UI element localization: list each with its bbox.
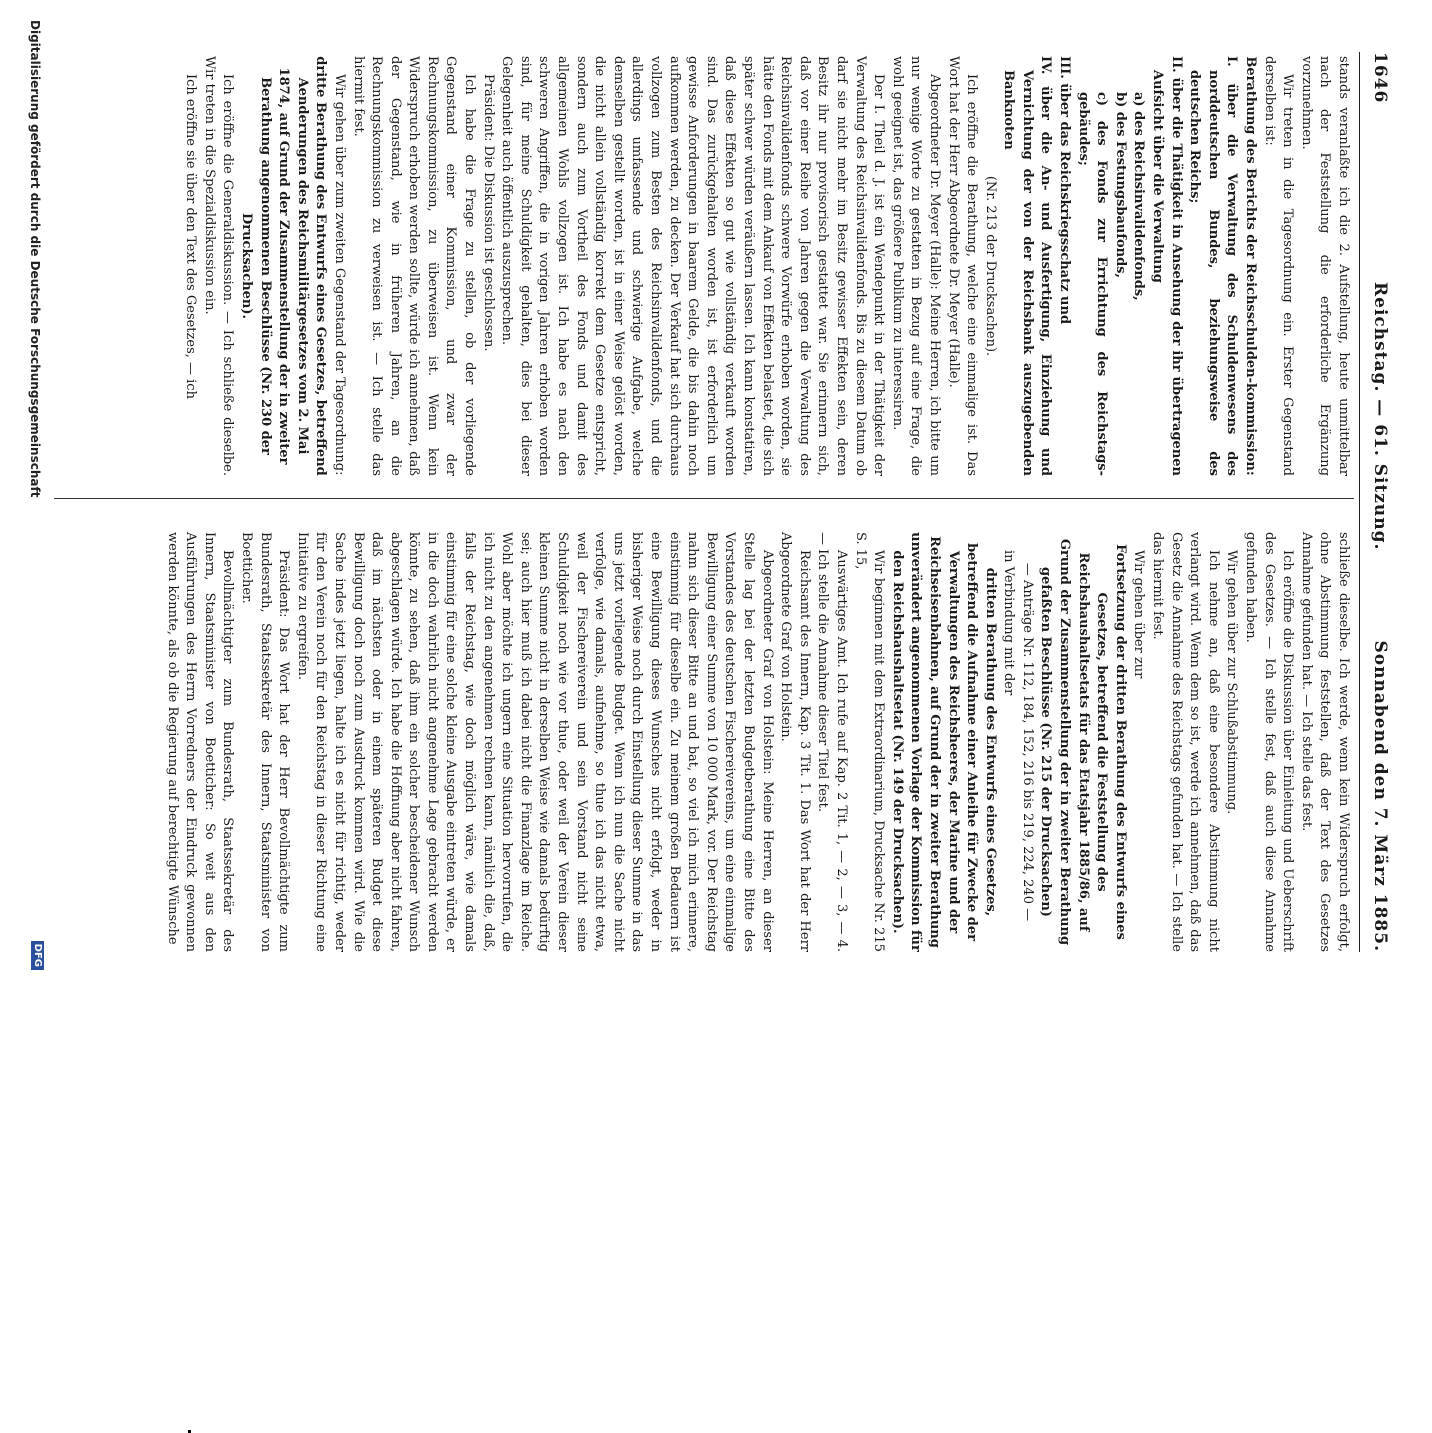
- paragraph: Berathung des Berichts der Reichsschulden-kommission:: [1243, 56, 1259, 476]
- paragraph: b) des Festungsbaufonds,: [1112, 92, 1128, 279]
- paragraph: stands veranlaßte ich die 2. Aufstellung, heute unmittelbar nach der Feststellung die erforderliche Ergänzung vorzunehmen.: [1298, 56, 1351, 476]
- page-number: 1646: [1370, 52, 1390, 104]
- paragraph: Ich eröffne die Generaldiskussion. — Ich schließe dieselbe. Wir treten in die Spezialdiskussion ein.: [201, 56, 236, 476]
- digitization-text: Digitalisierung gefördert durch die Deutsche Forschungsgemeinschaft: [28, 20, 42, 498]
- paragraph: in Verbindung mit der: [1001, 550, 1017, 696]
- right-column: [162, 532, 1352, 952]
- header-rule: [1359, 52, 1360, 952]
- page-header: [1362, 52, 1394, 952]
- paragraph: dritte Berathung des Entwurfs eines Gesetzes, betreffend Aenderungen des Reichsmilitärgesetzes vom 2. Mai 1874, auf Grund der Zusammenstellung der in zweiter Berathung angenommenen Beschlüsse (Nr. 230 der Drucksachen).: [238, 56, 329, 476]
- paragraph: Reichsamt des Innern, Kap. 3 Tit. 1. Das Wort hat der Herr Abgeordnete Graf von Holstein.: [778, 532, 812, 952]
- header-title: Reichstag. — 61. Sitzung.: [1370, 282, 1390, 551]
- paragraph: Präsident: Das Wort hat der Herr Bevollmächtigte zum Bundesrath, Staatssekretär des Innern, Staatsminister von Boetticher.: [238, 532, 292, 952]
- paragraph: Abgeordneter Dr. Meyer (Halle): Meine Herren, ich bitte um nur wenige Worte zu gestatten in Bezug auf eine Frage, die wohl geeignet ist, das größere Publikum zu interessiren.: [889, 56, 942, 476]
- paragraph: Bevollmächtigter zum Bundesrath, Staatssekretär des Innern, Staatsminister von Boetticher: So weit aus den Ausführungen des Herrn Vorredners der Eindruck gewonnen werden könnte, als ob die Regierung auf berechtigte Wünsche: [164, 532, 236, 952]
- paragraph: I. über die Verwaltung des Schuldenwesens des norddeutschen Bundes, beziehungsweise des deutschen Reichs;: [1187, 56, 1240, 476]
- paragraph: schließe dieselbe. Ich werde, wenn kein Widerspruch erfolgt, ohne Abstimmung feststellen, daß der Text des Gesetzes Annahme gefunden hat. — Ich stelle das fest.: [1298, 532, 1351, 952]
- header-date: Sonnabend den 7. März 1885.: [1370, 640, 1390, 952]
- paragraph: Ich eröffne die Diskussion über Einleitung und Ueberschrift des Gesetzes. — Ich stelle fest, daß auch diese Annahme gefunden haben.: [1243, 532, 1296, 952]
- paragraph: c) des Fonds zur Errichtung des Reichstags-gebäudes;: [1075, 92, 1110, 476]
- column-divider: [54, 498, 1354, 499]
- digitization-note: [22, 20, 42, 980]
- left-column: [181, 56, 1352, 476]
- paragraph: IV. über die An- und Ausfertigung, Einziehung und Vernichtung der von der Reichsbank auszugebenden Banknoten: [1001, 56, 1054, 476]
- paragraph: Abgeordneter Graf von Holstein: Meine Herren, an dieser Stelle lag bei der letzten Budgetberathung eine Bitte des Vorstandes des deutschen Fischereivereins, um eine einmalige Bewilligung einer Summe von 10 000 Mark, vor. Der Reichstag nahm sich dieser Bitte an und bat, so viel ich mich erinnere, einstimmig für dieselbe ein. Zu meinem großen Bedauern ist eine Bewilligung dieses Wunsches nicht erfolgt, weder in bisheriger Weise noch durch Einstellung dieser Summe in das uns jetzt vorliegende Budget. Wenn ich nun die Sache nicht verfolge, wie damals, aufnehme, so thue ich das nicht etwa, weil der Fischereiverein und sein Vorstand nicht seine Schuldigkeit noch wie vor thue, oder weil der Verein dieser kleinen Summe nicht in derselben Weise wie damals bedürftig sei; auch hier muß ich dabei nicht die Finanzlage im Reiche. Wohl aber möchte ich ungern eine Situation hervorrufen, die ich nicht zu den angenehmen rechnen kann, nämlich die, daß, falls der Reichstag, wie doch möglich wäre, wie damals einstimmig für eine solche kleine Ausgabe eintreten würde, er in die doch wahrlich nicht angenehme Lage gebracht werden könnte, zu sehen, daß ihm ein solcher bescheidener Wunsch abgeschlagen würde. Ich habe die Hoffnung aber nicht fahren, daß im nächsten oder in einem späteren Budget diese Bewilligung doch noch zum Ausdruck kommen wird. Wie die Sache indes jetzt liegen, halte ich es nicht für richtig, weder für den Verein noch für den Reichstag in dieser Richtung eine Initiative zu ergreifen.: [294, 532, 775, 952]
- paragraph: Wir treten in die Tagesordnung ein. Erster Gegenstand derselben ist:: [1261, 56, 1296, 476]
- paragraph: II. über die Thätigkeit in Ansehung der ihr übertragenen Aufsicht über die Verwaltung: [1150, 56, 1184, 476]
- paragraph: a) des Reichsinvalidenfonds,: [1131, 92, 1147, 301]
- paragraph: Der I. Theil d. J. ist ein Wendepunkt in der Thätigkeit der Verwaltung des Reichsinvalidenfonds. Bis zu diesem Datum ob darf sie nicht mehr im Besitz gewisser Effekten sein, deren Besitz ihr nur provisorisch gestattet war. Sie erinnern sich, daß vor einer Reihe von Jahren gegen die Verwaltung des Reichsinvalidenfonds schwere Vorwürfe erhoben worden, sie hätte den Fonds mit dem Ankauf von Effekten belastet, die sich später schwer würden veräußern lassen. Ich kann konstatiren, daß diese Effekten so gut wie vollständig verkauft worden sind. Das zurückgehalten worden ist, ist erforderlich um gewisse Anforderungen in baarem Gelde, die bis dahin noch aufkommen werden, zu decken. Der Verkauf hat sich durchaus vollzogen zum Besten des Reichsinvalidenfonds, und die allerdings umfassende und schwierige Aufgabe, welche demselben gestellt worden, ist in einer Weise gelöst worden, die nicht allein vollständig korrekt dem Gesetze entspricht, sondern auch zum Vortheil des Fonds und damit des allgemeinen Wohls vollzogen ist. Ich habe es nach den schweren Angriffen, die in vorigen Jahren erhoben worden sind, für meine Schuldigkeit gehalten, dies bei dieser Gelegenheit auch öffentlich auszusprechen.: [499, 56, 887, 476]
- paragraph: Präsident: Die Diskussion ist geschlossen.: [480, 74, 496, 352]
- dfg-logo-icon: DFG: [31, 941, 44, 970]
- paragraph: Auswärtiges Amt. Ich rufe auf Kap. 2 Tit. 1, — 2, — 3, — 4. — Ich stelle die Annahme dieser Titel fest.: [815, 532, 849, 952]
- paragraph: Ich eröffne die Berathung, welche eine einmalige ist. Das Wort hat der Herr Abgeordnete Dr. Meyer (Halle).: [945, 56, 980, 476]
- paragraph: III. über das Reichskriegsschatz und: [1057, 56, 1073, 325]
- paragraph: Fortsetzung der dritten Berathung des Entwurfs eines Gesetzes, betreffend die Feststellung des Reichshaushaltsetats für das Etatsjahr 1885/86, auf Grund der Zusammenstellung der in zweiter Berathung gefaßten Beschlüsse (Nr. 215 der Drucksachen): [1038, 538, 1128, 946]
- paragraph: Wir gehen über zur: [1131, 550, 1147, 679]
- paragraph: Wir beginnen mit dem Extraordinarium, Drucksache Nr. 215 S. 15,: [852, 532, 887, 952]
- paragraph: Ich eröffne sie über den Text des Gesetzes, — ich: [183, 74, 199, 399]
- paragraph: Wir gehen über zum zweiten Gegenstand der Tagesordnung:: [331, 74, 347, 476]
- paragraph: — Anträge Nr. 112, 184, 152, 216 bis 219, 224, 240 —: [1019, 562, 1035, 922]
- paragraph: Wir gehen über zur Schlußabstimmung.: [1224, 550, 1240, 815]
- paragraph: dritten Berathung des Entwurfs eines Gesetzes, betreffend die Aufnahme einer Anleihe für Zwecke der Verwaltungen des Reichsheeres, der Marine und der Reichseisenbahnen, auf Grund der in zweiter Berathung unverändert angenommenen Vorlage der Kommission für den Reichshaushaltsetat (Nr. 149 der Drucksachen).: [889, 532, 998, 952]
- paragraph: (Nr. 213 der Drucksachen).: [982, 175, 998, 357]
- paragraph: Ich habe die Frage zu stellen, ob der vorliegende Gegenstand einer Kommission, und zwar der Rechnungskommission, zu überweisen ist. Wenn kein Widerspruch erhoben werden sollte, würde ich annehmen, daß der Gegenstand, wie in früheren Jahren, an die Rechnungskommission zu verweisen ist. — Ich stelle das hiermit fest.: [350, 56, 478, 476]
- paragraph: Ich nehme an, daß eine besondere Abstimmung nicht verlangt wird. Wenn dem so ist, werde ich annehmen, daß das Gesetz die Annahme des Reichstags gefunden hat. — Ich stelle das hiermit fest.: [1150, 532, 1221, 952]
